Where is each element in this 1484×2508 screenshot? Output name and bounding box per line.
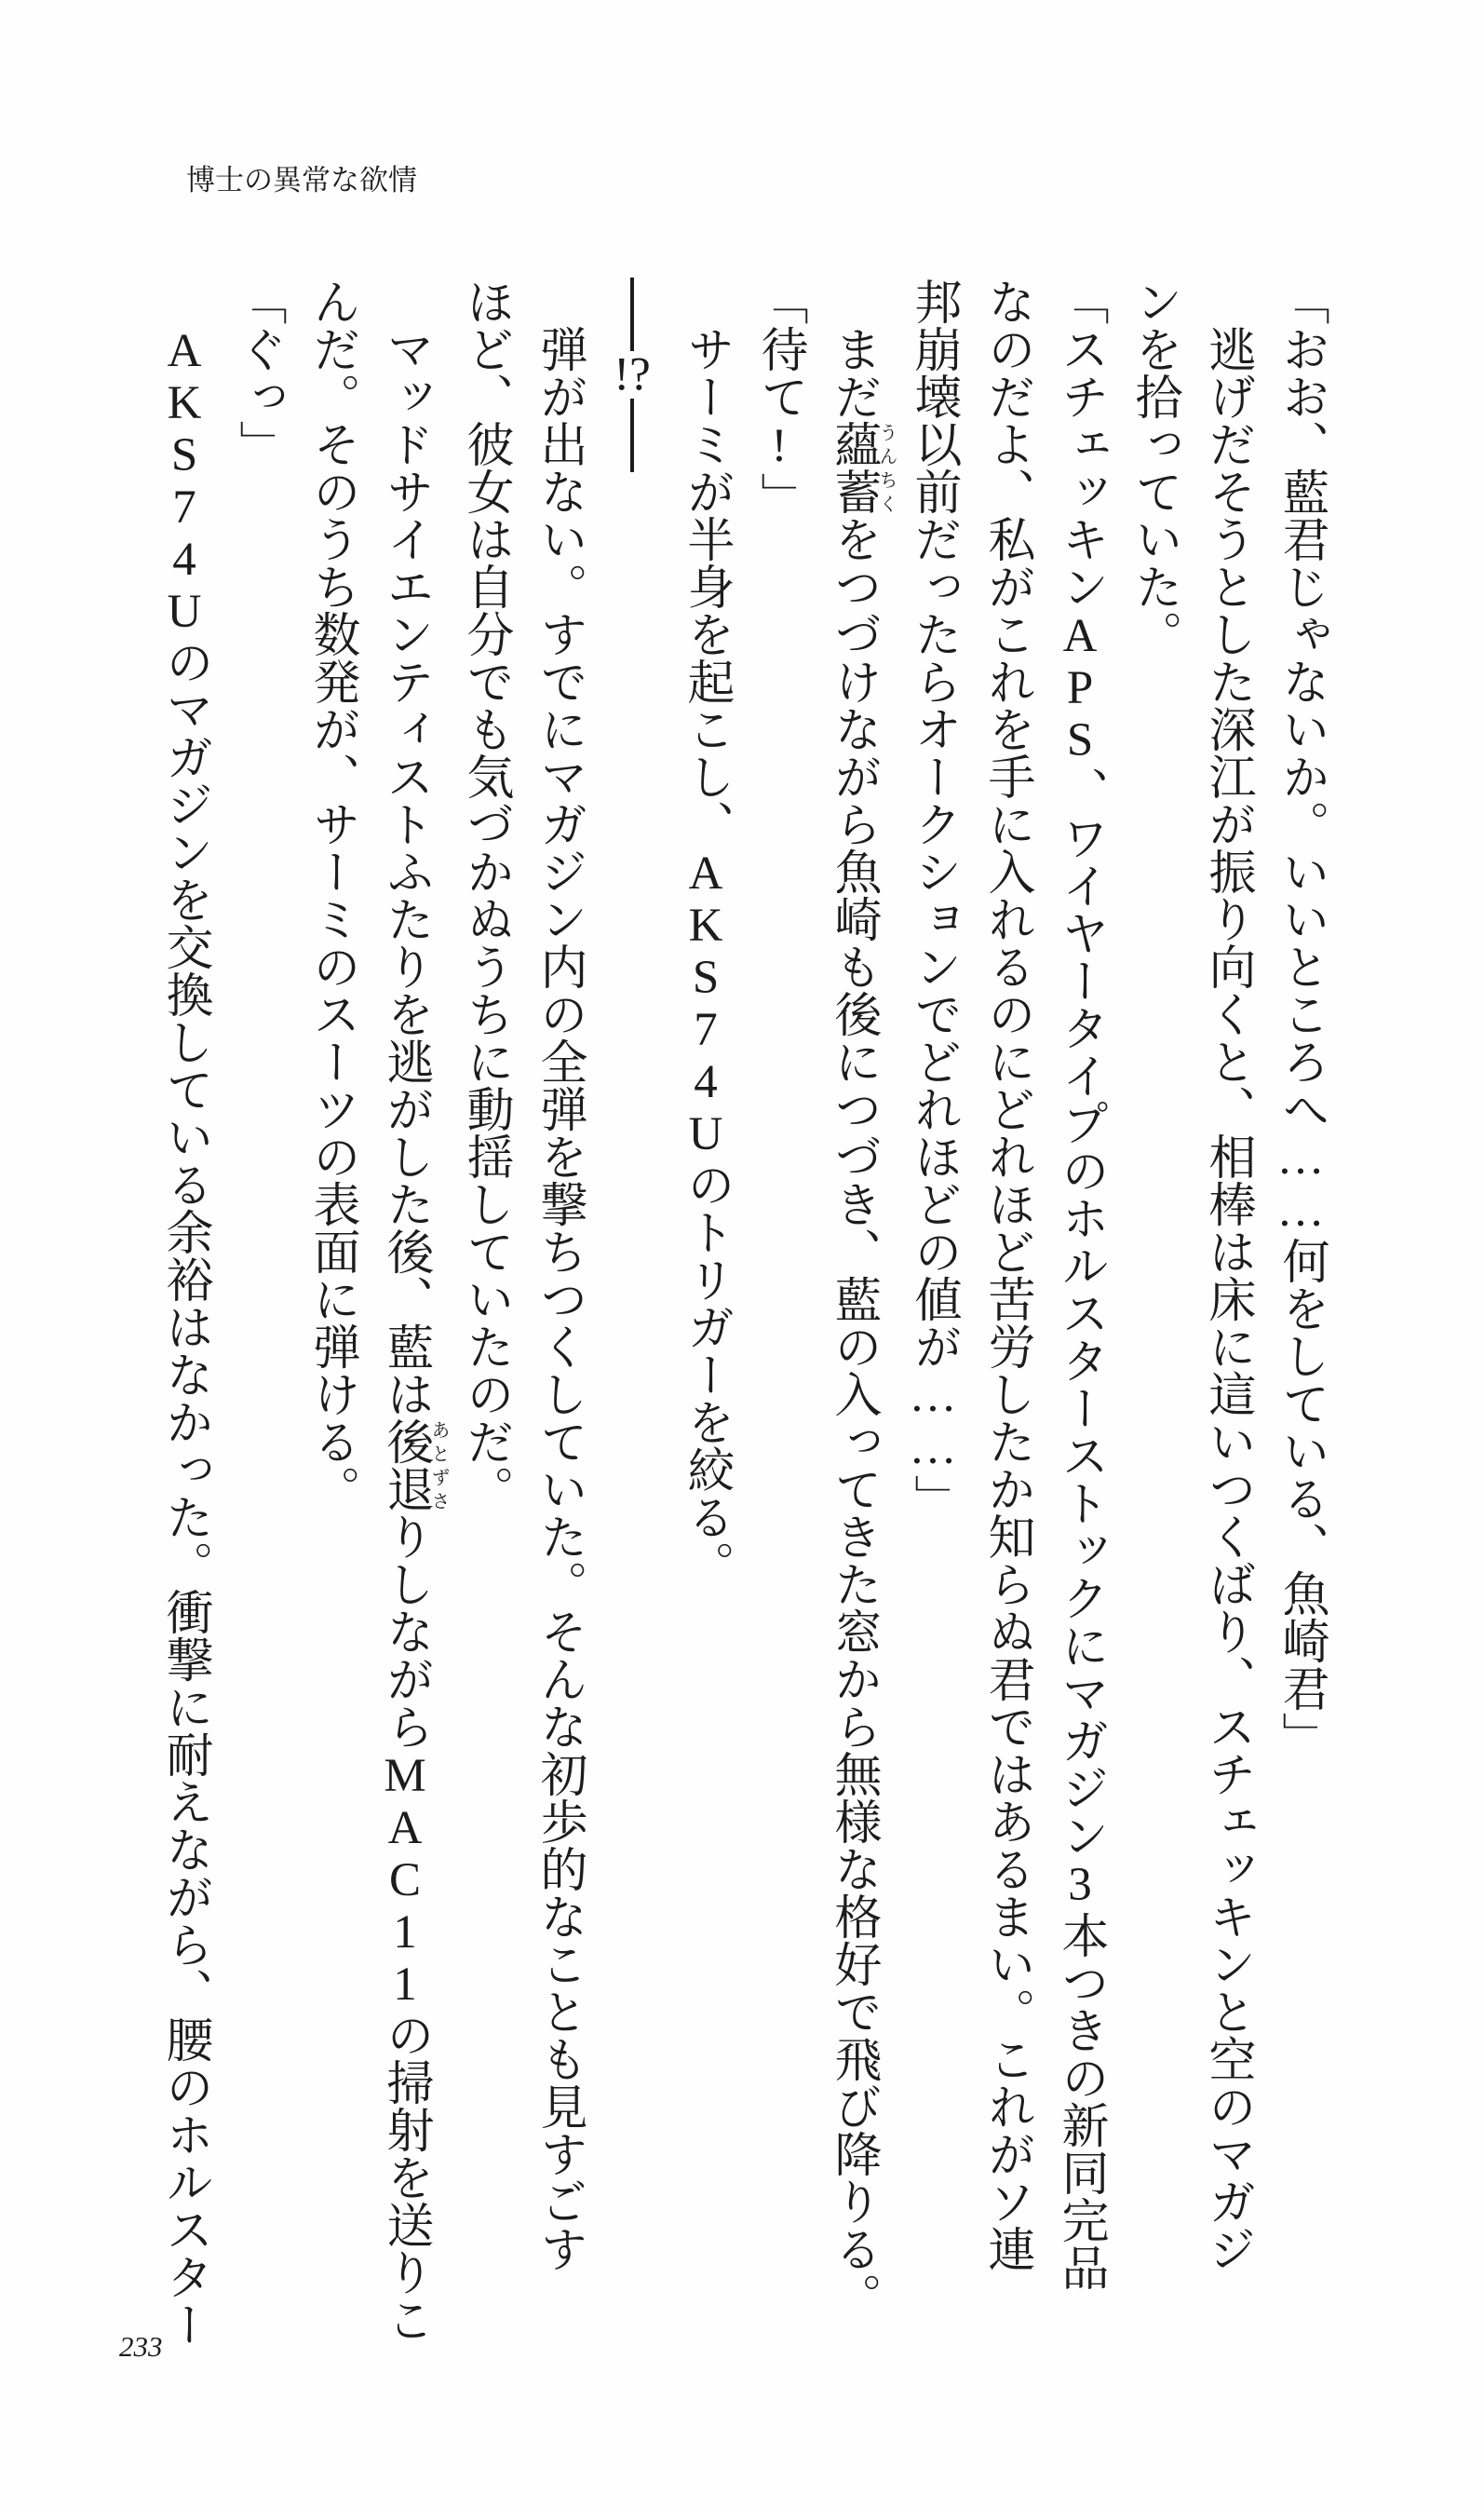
text-column: 弾が出ない。すでにマガジン内の全弾を撃ちつくしていた。そんな初歩的なことも見すごす (533, 325, 585, 2272)
text-column: ほど、彼女は自分でも気づかぬうちに動揺していたのだ。 (459, 278, 511, 1512)
text-column: 「ぐっ」 (232, 278, 284, 468)
furigana: あとずさ (428, 1417, 449, 1512)
long-dash (630, 278, 634, 351)
text-column: 「待て!」 (753, 278, 805, 520)
text-column: んだ。そのうち数発が、サーミのスーツの表面に弾ける。 (305, 278, 358, 1512)
text-column: 「スチェッキンAPS、ワイヤータイプのホルスターストックにマガジン3本つきの新同完品 (1054, 278, 1106, 2291)
text-column: 邦崩壊以前だったらオークションでどれほどの値が……」 (907, 278, 959, 1522)
ruby-annotated-word: 後退あとずさ (379, 1417, 449, 1512)
text-column: AKS74Uのマガジンを交換している余裕はなかった。衝撃に耐えながら、腰のホルスター (158, 325, 210, 2348)
text-column: サーミが半身を起こし、AKS74Uのトリガーを絞る。 (680, 325, 732, 1588)
text-column: マッドサイエンティストふたりを逃がした後、藍は後退あとずさりしながらMAC11の掃射を送りこ (379, 325, 449, 2343)
text-column: 「おお、藍君じゃないか。いいところへ……何をしている、魚崎君」 (1275, 278, 1327, 1759)
text-column: なのだよ、私がこれを手に入れるのにどれほど苦労したか知らぬ君ではあるまい。これがソ連 (980, 278, 1032, 2272)
vertical-text-block (147, 278, 1337, 2348)
page-number: 233 (119, 2330, 163, 2363)
running-header-title: 博士の異常な欲情 (186, 164, 417, 197)
furigana: うんちく (876, 420, 897, 515)
text-column: まだ蘊蓄うんちくをつづけながら魚崎も後につづき、藍の入ってきた窓から無様な格好で飛び降りる。 (827, 325, 897, 2320)
tate-chu-yoko: !? (614, 351, 651, 400)
text-column: ンを拾っていた。 (1127, 278, 1180, 658)
text-column: 逃げだそうとした深江が振り向くと、相棒は床に這いつくばり、スチェッキンと空のマガジ (1201, 325, 1253, 2272)
ruby-annotated-word: 蘊蓄うんちく (827, 420, 897, 515)
long-dash (630, 399, 634, 472)
text-column (595, 278, 668, 2275)
